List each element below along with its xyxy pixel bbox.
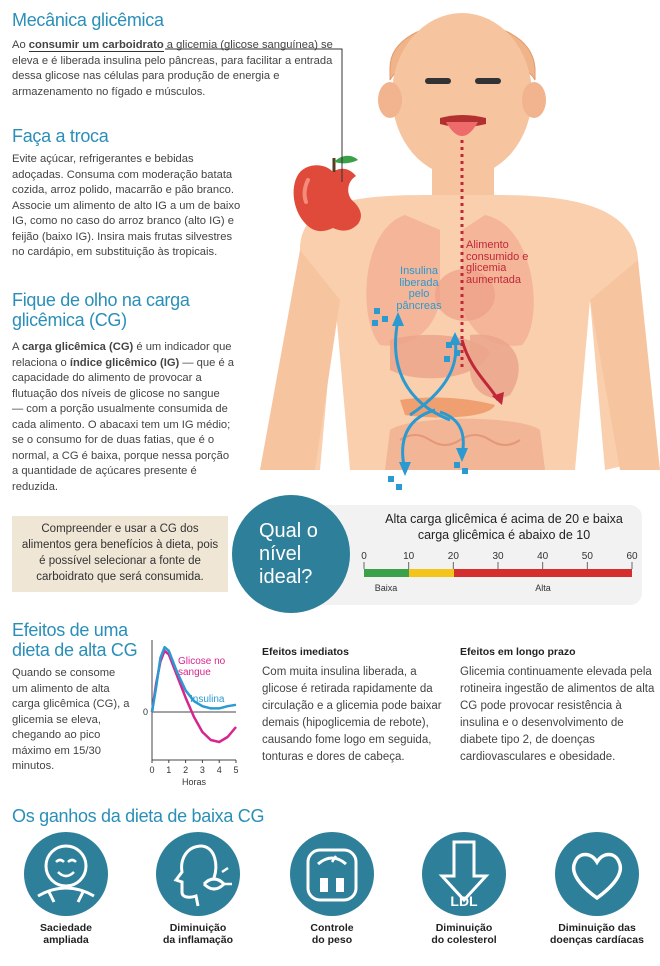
chart-x-tick-label: 5 [233,765,239,775]
chart-zero-label: 0 [142,707,148,717]
immediate-body: Com muita insulina liberada, a glicose é retirada rapidamente da circulação e a glicemia pode baixar demais (hipoglicemia de rebote), causando fome logo em seguida, tonturas e dores de cabeça. [262,666,442,763]
gain-label-inflammation: Diminuição da inflamação [162,922,234,946]
ideal-badge-text: Qual o nível ideal? [259,519,318,588]
gain-label-cholesterol: Diminuição do colesterol [431,922,497,946]
scale-tick-label: 40 [537,551,549,562]
scale-tick-label: 60 [626,551,638,562]
food-label: Alimento consumido e glicemia aumentada [466,239,529,286]
scale-low-segment [364,569,409,577]
section-title-gains: Os ganhos da dieta de baixa CG [12,806,265,826]
gain-item-satiety [24,832,108,916]
scale-tick-label: 20 [447,551,459,562]
section-body-swap: Evite açúcar, refrigerantes e bebidas adoçadas. Consuma com moderação batata cozida, arroz polido, macarrão e pão branco. Associe um alimento de alto IG a um de baixo IG, como no caso do arroz branco (alto IG) e feijão (baixo IG). Insira mais frutas silvestres no cardápio, em substituição às tropicais. [12,153,241,258]
insulin-label: Insulina liberada pelo pâncreas [396,265,442,312]
callout-text: Compreender e usar a CG dos alimentos gera benefícios à dieta, pois é possível selecionar a fonte de carboidrato que será consumida. [21,523,219,583]
chart-x-tick-label: 1 [166,765,172,775]
chart-x-tick-label: 2 [183,765,189,775]
chart-legend-insulin: Insulina [190,694,225,705]
section-title-swap: Faça a troca [12,126,109,146]
section-title-load: Fique de olho na carga glicêmica (CG) [12,290,190,330]
heart-icon [555,832,639,916]
gain-item-inflammation [156,832,240,916]
gain-label-weight: Controle do peso [310,922,354,946]
scale-tick-label: 30 [492,551,504,562]
ldl-icon [422,832,506,916]
callout-box [12,516,228,592]
gain-label-satiety: Saciedade ampliada [40,922,92,946]
ideal-text: Alta carga glicêmica é acima de 20 e baixa carga glicêmica é abaixo de 10 [385,512,623,542]
effects-chart [136,630,248,788]
scale-tick-label: 50 [581,551,593,562]
scale-mid-segment [409,569,454,577]
immediate-title: Efeitos imediatos [262,646,349,658]
ldl-text: LDL [450,893,478,909]
scale-high-label: Alta [535,583,551,593]
inflammation-icon [156,832,240,916]
chart-legend-glucose: Glicose no sangue [178,656,226,678]
ideal-badge [232,495,350,613]
scale-tick-label: 10 [403,551,415,562]
section-title-effects: Efeitos de uma dieta de alta CG [12,620,138,660]
section-title-mechanics: Mecânica glicêmica [12,10,164,30]
section-body-load: A carga glicêmica (CG) é um indicador que relaciona o índice glicêmico (IG) — que é a capacidade do alimento de provocar a flutuação dos níveis de glicose no sangue — com a porção usualmente consumida de cada alimento. O abacaxi tem um IG médio; se o consumo for de duas fatias, que é o normal, a CG é baixa, porque nessa porção a quantidade de açúcares presente é reduzida. [12,341,234,493]
longterm-title: Efeitos em longo prazo [460,646,576,658]
gain-item-heart [555,832,639,916]
gain-item-cholesterol [422,832,506,916]
gain-label-heart: Diminuição das doenças cardíacas [550,922,644,946]
gain-item-weight [290,832,374,916]
scale-low-label: Baixa [374,583,398,593]
satiety-icon [24,832,108,916]
chart-x-label: Horas [181,777,207,787]
chart-x-tick-label: 0 [149,765,155,775]
ideal-scale [356,545,646,597]
chart-x-tick-label: 4 [216,765,222,775]
section-body-mechanics: Ao consumir um carboidrato a glicemia (glicose sanguínea) se eleva e é liberada insulina pelo pâncreas, para facilitar a entrada dessa glicose nas células para produção de energia e armazenamento no fígado e músculos. [12,39,333,98]
section-body-effects: Quando se consome um alimento de alta carga glicêmica (CG), a glicemia se eleva, chegando ao pico máximo em 15/30 minutos. [12,667,130,772]
chart-x-tick-label: 3 [199,765,205,775]
highlight-carbohydrate: consumir um carboidrato [28,39,164,51]
scale-high-segment [454,569,632,577]
scale-icon [290,832,374,916]
longterm-body: Glicemia continuamente elevada pela rotineira ingestão de alimentos de alta CG pode provocar resistência à insulina e o desenvolvimento de diabete tipo 2, de doenças cardiovasculares e obesidade. [460,666,655,763]
scale-tick-label: 0 [361,551,367,562]
